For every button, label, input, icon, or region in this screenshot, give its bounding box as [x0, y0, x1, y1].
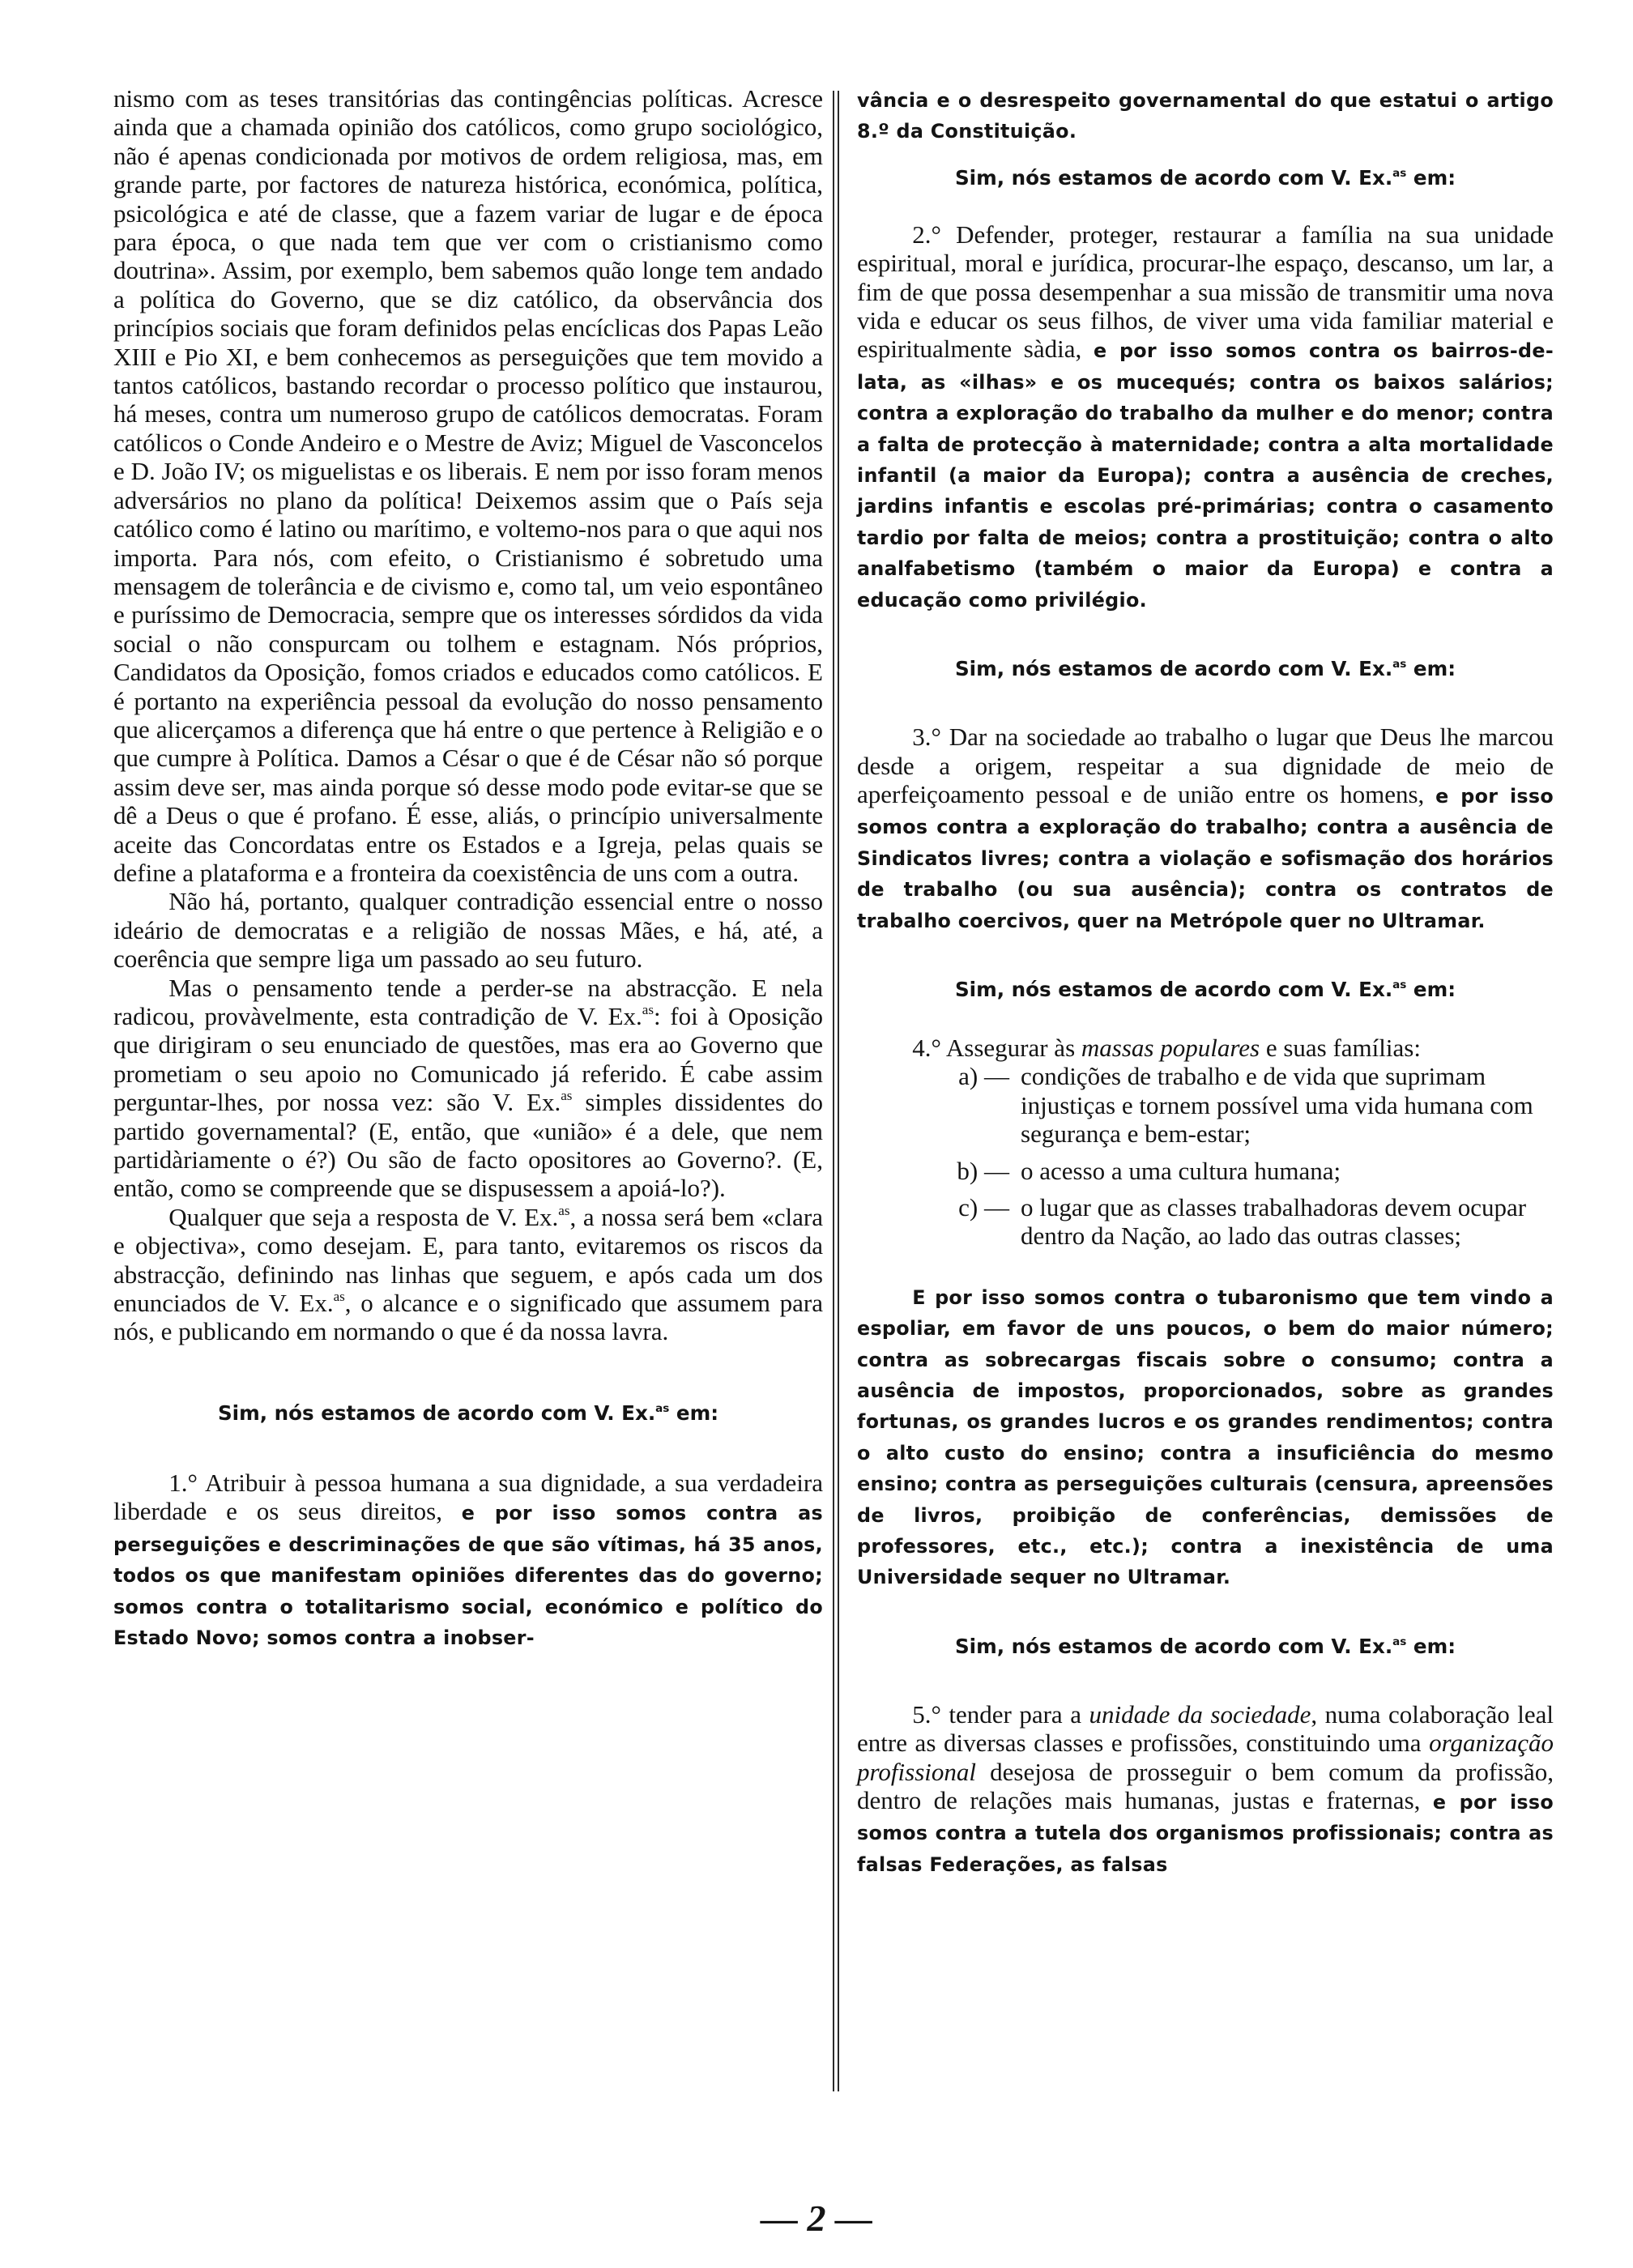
paragraph: Mas o pensamento tende a perder-se na abstracção. E nela radicou, provàvelmente, esta contradição de V. Ex.$^{as}$: foi à Oposição que dirigiram o seu enunciado de questões, mas era ao Governo que prometiam o seu apoio no Comunicado já referido. É cabe assim perguntar-lhes, por nossa vez: são V. Ex.$^{as}$ simples dissidentes do partido governamental? (E, então, que «união» é a dele, que nem partidàriamente o é?) Ou são de facto opositores ao Governo?. (E, então, como se compreende que se dispusessem a apoiá-lo?).	[113, 973, 823, 1203]
numbered-item: 2.° Defender, proteger, restaurar a família na sua unidade espiritual, moral e jurídica, procurar-lhe espaço, descanso, um lar, a fim de que possa desempenhar a sua missão de transmitir uma nova vida e educar os seus filhos, de viver uma vida familiar material e espiritualmente sàdia, e por isso somos contra os bairros-de-lata, as «ilhas» e os mucequés; contra os baixos salários; contra a exploração do trabalho da mulher e do menor; contra a falta de protecção à maternidade; contra a alta mortalidade infantil (a maior da Europa); contra a ausência de creches, jardins infantis e escolas pré-primárias; contra o casamento tardio por falta de meios; contra a prostituição; contra o alto analfabetismo (também o maior da Europa) e contra a educação como privilégio.	[857, 220, 1554, 612]
sub-list-item: a) — condições de trabalho e de vida que suprimam injustiças e tornem possível uma vida humana com segurança e bem-estar;	[958, 1062, 1533, 1149]
sub-list-item: b) — o acesso a uma cultura humana;	[957, 1156, 1341, 1185]
right-column	[857, 84, 1554, 1879]
conclusion-paragraph: E por isso somos contra o tubaronismo que tem vindo a espoliar, em favor de uns poucos, o bem do maior número; contra as sobrecargas fiscais sobre o consumo; contra a ausência de impostos, proporcionados, sobre as grandes fortunas, os grandes lucros e os grandes rendimentos; contra o alto custo do ensino; contra a insuficiência do mesmo ensino; contra as perseguições culturais (censura, apreensões de livros, proibição de conferências, demissões de professores, etc., etc.); contra a inexistência de uma Universidade sequer no Ultramar.	[857, 1285, 1554, 1589]
continued-paragraph: vância e o desrespeito governamental do que estatui o artigo 8.º da Constituição.	[857, 89, 1554, 143]
numbered-item: 3.° Dar na sociedade ao trabalho o lugar que Deus lhe marcou desde a origem, respeitar a sua dignidade de meio de aperfeiçoamento pessoal e de união entre os homens, e por isso somos contra a exploração do trabalho; contra a ausência de Sindicatos livres; contra a violação e sofismação dos horários de trabalho (ou sua ausência); contra os contratos de trabalho coercivos, quer na Metrópole quer no Ultramar.	[857, 723, 1554, 932]
sub-list	[953, 1062, 1554, 1250]
column-rule	[833, 91, 834, 2091]
numbered-item: 5.° tender para a unidade da sociedade, numa colaboração leal entre as diversas classes e profissões, constituindo uma organização profissional desejosa de prosseguir o bem comum da profissão, dentro de relações mais humanas, justas e fraternas, e por isso somos contra a tutela dos organismos profissionais; contra as falsas Federações, as falsas	[857, 1699, 1554, 1876]
section-heading: Sim, nós estamos de acordo com V. Ex.$^{as}$ em:	[217, 1400, 719, 1425]
left-column	[113, 84, 823, 1652]
section-heading: Sim, nós estamos de acordo com V. Ex.$^{as}$ em:	[954, 657, 1456, 681]
column-rule	[838, 91, 839, 2091]
numbered-item: 1.° Atribuir à pessoa humana a sua dignidade, a sua verdadeira liberdade e os seus direitos, e por isso somos contra as perseguições e descriminações de que são vítimas, há 35 anos, todos os que manifestam opiniões diferentes das do governo; somos contra o totalitarismo social, económico e político do Estado Novo; somos contra a inobser-	[113, 1468, 823, 1649]
numbered-item: 4.° Assegurar às massas populares e suas famílias:	[912, 1033, 1421, 1062]
section-heading: Sim, nós estamos de acordo com V. Ex.$^{as}$ em:	[954, 977, 1456, 1001]
page-number: — 2 —	[761, 2198, 872, 2239]
section-heading: Sim, nós estamos de acordo com V. Ex.$^{as}$ em:	[954, 1634, 1456, 1658]
paragraph: nismo com as teses transitórias das contingências políticas. Acresce ainda que a chamada opinião dos católicos, como grupo sociológico, não é apenas condicionada por motivos de ordem religiosa, mas, em grande parte, por factores de natureza histórica, económica, política, psicológica e até de classe, que a fazem variar de lugar e de época para época, o que nada tem que ver com o cristianismo como doutrina». Assim, por exemplo, bem sabemos quão longe tem andado a política do Governo, que se diz católico, da observância dos princípios sociais que foram definidos pelas encíclicas dos Papas Leão XIII e Pio XI, e bem conhecemos as perseguições que tem movido a tantos católicos, bastando recordar o processo político que instaurou, há meses, contra um numeroso grupo de católicos democratas. Foram católicos o Conde Andeiro e o Mestre de Aviz; Miguel de Vasconcelos e D. João IV; os miguelistas e os liberais. E nem por isso foram menos adversários no plano da política! Deixemos assim que o País seja católico como é latino ou marítimo, e voltemo-nos para o que aqui nos importa. Para nós, com efeito, o Cristianismo é sobretudo uma mensagem de tolerância e de civismo e, como tal, um veio espontâneo e puríssimo de Democracia, sempre que os interesses sórdidos da vida social o não conspurcam ou tolhem e estagnam. Nós próprios, Candidatos da Oposição, fomos criados e educados como católicos. E é portanto na experiência pessoal da evolução do nosso pensamento que alicerçamos a diferença que há entre o que pertence à Religião e o que cumpre à Política. Damos a César o que é de César não só porque assim deve ser, mas ainda porque só desse modo pode evitar-se que se dê a Deus o que é profano. É esse, aliás, o princípio universalmente aceite das Concordatas entre os Estados e a Igreja, pelas quais se define a plataforma e a fronteira da coexistência de uns com a outra.	[113, 84, 823, 887]
paragraph: Qualquer que seja a resposta de V. Ex.$^{as}$, a nossa será bem «clara e objectiva», como desejam. E, para tanto, evitaremos os riscos da abstracção, definindo nas linhas que seguem, e após cada um dos enunciados de V. Ex.$^{as}$, o alcance e o significado que assumem para nós, e publicando em normando o que é da nossa lavra.	[113, 1202, 823, 1346]
sub-list-item: c) — o lugar que as classes trabalhadoras devem ocupar dentro da Nação, ao lado das outras classes;	[958, 1192, 1527, 1251]
section-heading: Sim, nós estamos de acordo com V. Ex.$^{as}$ em:	[954, 165, 1456, 190]
paragraph: Não há, portanto, qualquer contradição essencial entre o nosso ideário de democratas e a religião de nossas Mães, e há, até, a coerência que sempre liga um passado ao seu futuro.	[113, 887, 823, 974]
